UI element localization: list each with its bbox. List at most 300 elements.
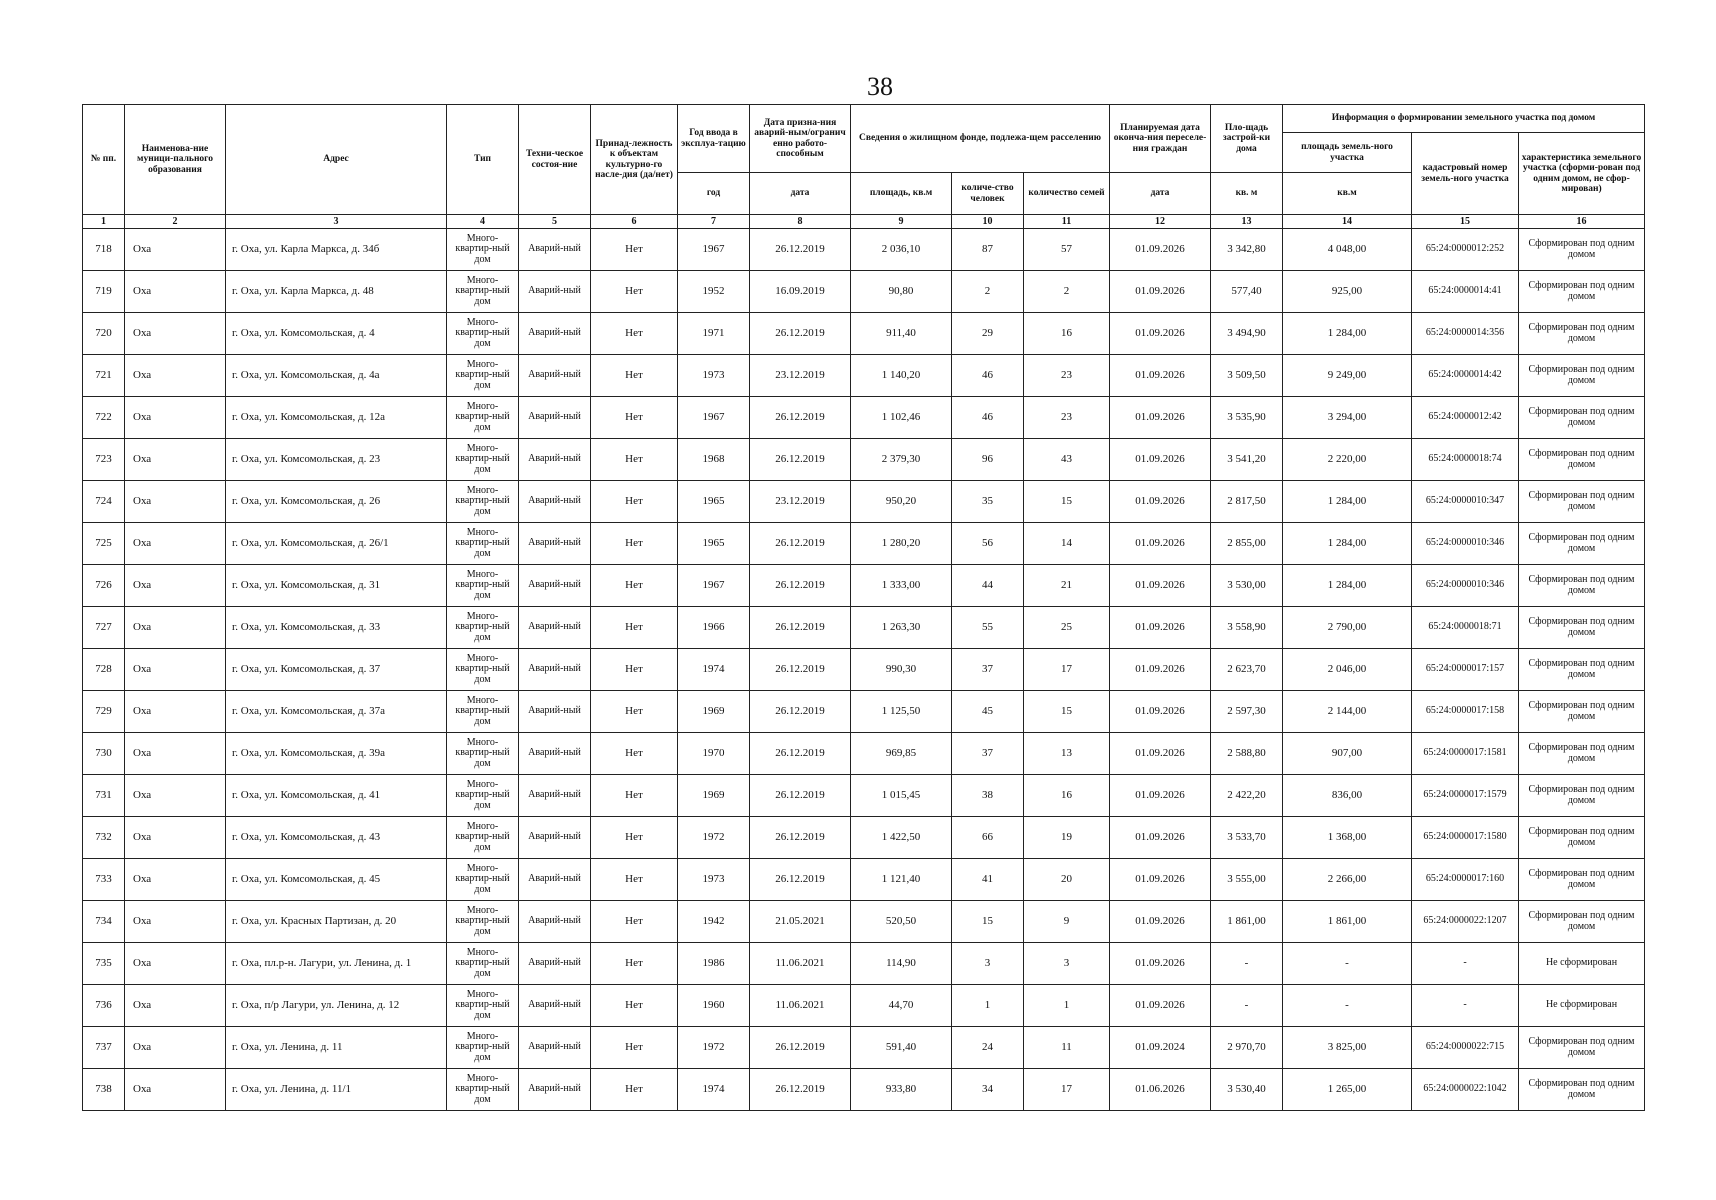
- cell-built-area: 3 509,50: [1211, 355, 1283, 397]
- cell-heritage: Нет: [591, 733, 678, 775]
- cell-heritage: Нет: [591, 775, 678, 817]
- cell-land-char: Сформирован под одним домом: [1519, 397, 1645, 439]
- table-row: [83, 607, 1645, 649]
- cell-address: г. Оха, ул. Комсомольская, д. 12а: [226, 397, 447, 439]
- cell-type: Много-квартир-ный дом: [447, 943, 519, 985]
- cell-address: г. Оха, ул. Комсомольская, д. 4а: [226, 355, 447, 397]
- cell-families: 3: [1024, 943, 1110, 985]
- cell-type: Много-квартир-ный дом: [447, 859, 519, 901]
- cell-land-char: Сформирован под одним домом: [1519, 271, 1645, 313]
- cell-people: 55: [952, 607, 1024, 649]
- subheader-people: количе-ство человек: [952, 173, 1024, 215]
- cell-cadastral: 65:24:0000022:1042: [1412, 1069, 1519, 1111]
- cell-year: 1969: [678, 691, 750, 733]
- cell-planned-date: 01.09.2026: [1110, 439, 1211, 481]
- cell-families: 57: [1024, 229, 1110, 271]
- cell-area: 520,50: [851, 901, 952, 943]
- cell-municipality: Оха: [125, 565, 226, 607]
- cell-tech-state: Аварий-ный: [519, 649, 591, 691]
- column-number: 10: [952, 215, 1024, 229]
- cell-cadastral: -: [1412, 943, 1519, 985]
- cell-num: 720: [83, 313, 125, 355]
- cell-type: Много-квартир-ный дом: [447, 691, 519, 733]
- cell-cadastral: 65:24:0000010:346: [1412, 523, 1519, 565]
- cell-families: 23: [1024, 355, 1110, 397]
- cell-num: 728: [83, 649, 125, 691]
- cell-heritage: Нет: [591, 355, 678, 397]
- cell-tech-state: Аварий-ный: [519, 481, 591, 523]
- cell-people: 1: [952, 985, 1024, 1027]
- cell-built-area: 2 422,20: [1211, 775, 1283, 817]
- cell-people: 56: [952, 523, 1024, 565]
- cell-tech-state: Аварий-ный: [519, 775, 591, 817]
- cell-tech-state: Аварий-ный: [519, 817, 591, 859]
- table-row: [83, 523, 1645, 565]
- table-row: [83, 565, 1645, 607]
- cell-families: 17: [1024, 1069, 1110, 1111]
- cell-planned-date: 01.09.2026: [1110, 313, 1211, 355]
- cell-heritage: Нет: [591, 229, 678, 271]
- subheader-built-unit: кв. м: [1211, 173, 1283, 215]
- cell-cadastral: 65:24:0000012:42: [1412, 397, 1519, 439]
- table-row: [83, 859, 1645, 901]
- header-year: Год ввода в эксплуа-тацию: [678, 105, 750, 173]
- subheader-planned-date: дата: [1110, 173, 1211, 215]
- cell-people: 66: [952, 817, 1024, 859]
- cell-cadastral: 65:24:0000010:346: [1412, 565, 1519, 607]
- cell-area: 1 125,50: [851, 691, 952, 733]
- cell-type: Много-квартир-ный дом: [447, 607, 519, 649]
- cell-address: г. Оха, ул. Карла Маркса, д. 34б: [226, 229, 447, 271]
- table-row: [83, 901, 1645, 943]
- column-number: 9: [851, 215, 952, 229]
- cell-heritage: Нет: [591, 985, 678, 1027]
- cell-land-char: Сформирован под одним домом: [1519, 733, 1645, 775]
- cell-families: 16: [1024, 313, 1110, 355]
- cell-planned-date: 01.09.2024: [1110, 1027, 1211, 1069]
- cell-land-area: 2 790,00: [1283, 607, 1412, 649]
- cell-recognition-date: 26.12.2019: [750, 1027, 851, 1069]
- cell-people: 15: [952, 901, 1024, 943]
- cell-municipality: Оха: [125, 439, 226, 481]
- cell-year: 1967: [678, 565, 750, 607]
- cell-land-area: 1 861,00: [1283, 901, 1412, 943]
- cell-cadastral: 65:24:0000018:71: [1412, 607, 1519, 649]
- cell-land-area: 2 046,00: [1283, 649, 1412, 691]
- cell-cadastral: 65:24:0000017:1580: [1412, 817, 1519, 859]
- cell-land-area: 1 368,00: [1283, 817, 1412, 859]
- cell-built-area: 577,40: [1211, 271, 1283, 313]
- cell-land-area: 1 265,00: [1283, 1069, 1412, 1111]
- cell-year: 1974: [678, 649, 750, 691]
- cell-built-area: 1 861,00: [1211, 901, 1283, 943]
- cell-tech-state: Аварий-ный: [519, 313, 591, 355]
- cell-address: г. Оха, ул. Комсомольская, д. 26/1: [226, 523, 447, 565]
- cell-num: 734: [83, 901, 125, 943]
- column-number: 14: [1283, 215, 1412, 229]
- housing-table: [82, 104, 1645, 1111]
- cell-planned-date: 01.09.2026: [1110, 943, 1211, 985]
- cell-land-char: Сформирован под одним домом: [1519, 649, 1645, 691]
- cell-tech-state: Аварий-ный: [519, 439, 591, 481]
- cell-land-char: Не сформирован: [1519, 985, 1645, 1027]
- column-number: 11: [1024, 215, 1110, 229]
- cell-tech-state: Аварий-ный: [519, 523, 591, 565]
- cell-cadastral: 65:24:0000014:356: [1412, 313, 1519, 355]
- cell-num: 719: [83, 271, 125, 313]
- cell-people: 24: [952, 1027, 1024, 1069]
- subheader-land-unit: кв.м: [1283, 173, 1412, 215]
- cell-area: 1 280,20: [851, 523, 952, 565]
- cell-built-area: 3 530,00: [1211, 565, 1283, 607]
- cell-built-area: 2 817,50: [1211, 481, 1283, 523]
- table-row: [83, 355, 1645, 397]
- cell-land-char: Сформирован под одним домом: [1519, 313, 1645, 355]
- cell-heritage: Нет: [591, 817, 678, 859]
- cell-land-char: Сформирован под одним домом: [1519, 523, 1645, 565]
- cell-built-area: 2 588,80: [1211, 733, 1283, 775]
- cell-families: 25: [1024, 607, 1110, 649]
- cell-tech-state: Аварий-ный: [519, 565, 591, 607]
- cell-land-char: Сформирован под одним домом: [1519, 1069, 1645, 1111]
- cell-area: 591,40: [851, 1027, 952, 1069]
- cell-year: 1967: [678, 229, 750, 271]
- cell-num: 723: [83, 439, 125, 481]
- cell-type: Много-квартир-ный дом: [447, 733, 519, 775]
- cell-type: Много-квартир-ный дом: [447, 985, 519, 1027]
- cell-land-area: 4 048,00: [1283, 229, 1412, 271]
- cell-cadastral: 65:24:0000017:157: [1412, 649, 1519, 691]
- cell-built-area: 2 623,70: [1211, 649, 1283, 691]
- cell-planned-date: 01.09.2026: [1110, 733, 1211, 775]
- cell-area: 44,70: [851, 985, 952, 1027]
- cell-built-area: 2 597,30: [1211, 691, 1283, 733]
- cell-cadastral: 65:24:0000017:158: [1412, 691, 1519, 733]
- cell-families: 15: [1024, 481, 1110, 523]
- cell-cadastral: 65:24:0000010:347: [1412, 481, 1519, 523]
- cell-address: г. Оха, п/р Лагури, ул. Ленина, д. 12: [226, 985, 447, 1027]
- table-row: [83, 439, 1645, 481]
- cell-land-area: 9 249,00: [1283, 355, 1412, 397]
- cell-cadastral: 65:24:0000018:74: [1412, 439, 1519, 481]
- cell-cadastral: 65:24:0000017:1581: [1412, 733, 1519, 775]
- cell-land-area: 1 284,00: [1283, 313, 1412, 355]
- header-cadastral: кадастровый номер земель-ного участка: [1412, 133, 1519, 215]
- cell-built-area: 3 533,70: [1211, 817, 1283, 859]
- cell-type: Много-квартир-ный дом: [447, 313, 519, 355]
- cell-planned-date: 01.09.2026: [1110, 481, 1211, 523]
- cell-year: 1973: [678, 859, 750, 901]
- cell-heritage: Нет: [591, 607, 678, 649]
- cell-built-area: 3 494,90: [1211, 313, 1283, 355]
- cell-tech-state: Аварий-ный: [519, 355, 591, 397]
- cell-people: 37: [952, 649, 1024, 691]
- cell-planned-date: 01.09.2026: [1110, 397, 1211, 439]
- cell-heritage: Нет: [591, 397, 678, 439]
- table-header: [83, 105, 1645, 229]
- cell-year: 1942: [678, 901, 750, 943]
- column-number: 6: [591, 215, 678, 229]
- cell-num: 725: [83, 523, 125, 565]
- cell-heritage: Нет: [591, 943, 678, 985]
- cell-area: 2 379,30: [851, 439, 952, 481]
- cell-num: 718: [83, 229, 125, 271]
- table-row: [83, 985, 1645, 1027]
- cell-land-area: 2 144,00: [1283, 691, 1412, 733]
- cell-cadastral: 65:24:0000022:715: [1412, 1027, 1519, 1069]
- cell-land-area: 3 294,00: [1283, 397, 1412, 439]
- cell-recognition-date: 26.12.2019: [750, 229, 851, 271]
- cell-people: 2: [952, 271, 1024, 313]
- cell-type: Много-квартир-ный дом: [447, 481, 519, 523]
- cell-type: Много-квартир-ный дом: [447, 1069, 519, 1111]
- cell-municipality: Оха: [125, 985, 226, 1027]
- cell-tech-state: Аварий-ный: [519, 859, 591, 901]
- cell-built-area: 3 558,90: [1211, 607, 1283, 649]
- column-number: 3: [226, 215, 447, 229]
- cell-year: 1972: [678, 1027, 750, 1069]
- cell-land-char: Сформирован под одним домом: [1519, 439, 1645, 481]
- cell-type: Много-квартир-ный дом: [447, 565, 519, 607]
- cell-year: 1960: [678, 985, 750, 1027]
- cell-recognition-date: 11.06.2021: [750, 985, 851, 1027]
- subheader-date: дата: [750, 173, 851, 215]
- cell-municipality: Оха: [125, 901, 226, 943]
- cell-municipality: Оха: [125, 817, 226, 859]
- cell-area: 1 263,30: [851, 607, 952, 649]
- cell-families: 1: [1024, 985, 1110, 1027]
- column-number: 2: [125, 215, 226, 229]
- cell-type: Много-квартир-ный дом: [447, 355, 519, 397]
- cell-built-area: -: [1211, 985, 1283, 1027]
- cell-num: 736: [83, 985, 125, 1027]
- cell-municipality: Оха: [125, 775, 226, 817]
- cell-num: 726: [83, 565, 125, 607]
- cell-land-area: 1 284,00: [1283, 565, 1412, 607]
- cell-area: 1 140,20: [851, 355, 952, 397]
- cell-heritage: Нет: [591, 565, 678, 607]
- cell-families: 2: [1024, 271, 1110, 313]
- cell-recognition-date: 26.12.2019: [750, 775, 851, 817]
- cell-type: Много-квартир-ный дом: [447, 775, 519, 817]
- cell-address: г. Оха, ул. Красных Партизан, д. 20: [226, 901, 447, 943]
- cell-tech-state: Аварий-ный: [519, 691, 591, 733]
- cell-land-char: Сформирован под одним домом: [1519, 355, 1645, 397]
- cell-municipality: Оха: [125, 733, 226, 775]
- cell-address: г. Оха, пл.р-н. Лагури, ул. Ленина, д. 1: [226, 943, 447, 985]
- cell-people: 87: [952, 229, 1024, 271]
- cell-planned-date: 01.09.2026: [1110, 901, 1211, 943]
- cell-people: 46: [952, 397, 1024, 439]
- cell-families: 14: [1024, 523, 1110, 565]
- cell-planned-date: 01.09.2026: [1110, 649, 1211, 691]
- cell-num: 738: [83, 1069, 125, 1111]
- cell-recognition-date: 26.12.2019: [750, 439, 851, 481]
- cell-year: 1970: [678, 733, 750, 775]
- cell-municipality: Оха: [125, 397, 226, 439]
- cell-people: 34: [952, 1069, 1024, 1111]
- cell-num: 732: [83, 817, 125, 859]
- cell-heritage: Нет: [591, 691, 678, 733]
- cell-families: 23: [1024, 397, 1110, 439]
- cell-address: г. Оха, ул. Комсомольская, д. 37а: [226, 691, 447, 733]
- cell-year: 1974: [678, 1069, 750, 1111]
- cell-recognition-date: 23.12.2019: [750, 355, 851, 397]
- cell-address: г. Оха, ул. Комсомольская, д. 41: [226, 775, 447, 817]
- header-num: № пп.: [83, 105, 125, 215]
- cell-tech-state: Аварий-ный: [519, 607, 591, 649]
- cell-address: г. Оха, ул. Ленина, д. 11: [226, 1027, 447, 1069]
- cell-tech-state: Аварий-ный: [519, 271, 591, 313]
- cell-planned-date: 01.09.2026: [1110, 271, 1211, 313]
- cell-num: 730: [83, 733, 125, 775]
- cell-area: 950,20: [851, 481, 952, 523]
- cell-area: 911,40: [851, 313, 952, 355]
- cell-tech-state: Аварий-ный: [519, 733, 591, 775]
- cell-year: 1969: [678, 775, 750, 817]
- cell-num: 724: [83, 481, 125, 523]
- cell-land-char: Сформирован под одним домом: [1519, 775, 1645, 817]
- table-row: [83, 691, 1645, 733]
- cell-area: 1 333,00: [851, 565, 952, 607]
- cell-recognition-date: 26.12.2019: [750, 733, 851, 775]
- cell-type: Много-квартир-ный дом: [447, 397, 519, 439]
- cell-built-area: 3 535,90: [1211, 397, 1283, 439]
- cell-recognition-date: 26.12.2019: [750, 607, 851, 649]
- header-heritage: Принад-лежность к объектам культурно-го насле-дия (да/нет): [591, 105, 678, 215]
- cell-num: 722: [83, 397, 125, 439]
- cell-cadastral: 65:24:0000017:160: [1412, 859, 1519, 901]
- table-row: [83, 649, 1645, 691]
- cell-land-char: Сформирован под одним домом: [1519, 229, 1645, 271]
- cell-municipality: Оха: [125, 691, 226, 733]
- cell-built-area: 3 530,40: [1211, 1069, 1283, 1111]
- cell-municipality: Оха: [125, 607, 226, 649]
- cell-people: 46: [952, 355, 1024, 397]
- cell-municipality: Оха: [125, 313, 226, 355]
- cell-cadastral: 65:24:0000012:252: [1412, 229, 1519, 271]
- cell-municipality: Оха: [125, 271, 226, 313]
- cell-planned-date: 01.09.2026: [1110, 859, 1211, 901]
- cell-area: 114,90: [851, 943, 952, 985]
- cell-type: Много-квартир-ный дом: [447, 229, 519, 271]
- cell-cadastral: 65:24:0000017:1579: [1412, 775, 1519, 817]
- cell-type: Много-квартир-ный дом: [447, 271, 519, 313]
- cell-heritage: Нет: [591, 859, 678, 901]
- header-recognition: Дата призна-ния аварий-ным/огранич енно работо-способным: [750, 105, 851, 173]
- table-row: [83, 481, 1645, 523]
- cell-families: 43: [1024, 439, 1110, 481]
- cell-land-area: 2 220,00: [1283, 439, 1412, 481]
- column-number: 8: [750, 215, 851, 229]
- cell-municipality: Оха: [125, 481, 226, 523]
- cell-tech-state: Аварий-ный: [519, 943, 591, 985]
- cell-cadastral: 65:24:0000014:42: [1412, 355, 1519, 397]
- cell-land-area: -: [1283, 943, 1412, 985]
- cell-num: 733: [83, 859, 125, 901]
- header-housing: Сведения о жилищном фонде, подлежа-щем расселению: [851, 105, 1110, 173]
- cell-recognition-date: 26.12.2019: [750, 859, 851, 901]
- table-row: [83, 817, 1645, 859]
- cell-address: г. Оха, ул. Комсомольская, д. 26: [226, 481, 447, 523]
- header-built: Пло-щадь застрой-ки дома: [1211, 105, 1283, 173]
- cell-land-area: -: [1283, 985, 1412, 1027]
- cell-heritage: Нет: [591, 1027, 678, 1069]
- table-row: [83, 943, 1645, 985]
- page-number: 38: [867, 72, 893, 101]
- cell-area: 1 121,40: [851, 859, 952, 901]
- cell-type: Много-квартир-ный дом: [447, 1027, 519, 1069]
- subheader-families: количество семей: [1024, 173, 1110, 215]
- table-row: [83, 271, 1645, 313]
- cell-families: 16: [1024, 775, 1110, 817]
- cell-address: г. Оха, ул. Комсомольская, д. 31: [226, 565, 447, 607]
- cell-recognition-date: 26.12.2019: [750, 691, 851, 733]
- cell-land-area: 3 825,00: [1283, 1027, 1412, 1069]
- cell-planned-date: 01.09.2026: [1110, 775, 1211, 817]
- cell-year: 1968: [678, 439, 750, 481]
- cell-land-char: Сформирован под одним домом: [1519, 691, 1645, 733]
- cell-planned-date: 01.09.2026: [1110, 691, 1211, 733]
- cell-municipality: Оха: [125, 1069, 226, 1111]
- cell-num: 727: [83, 607, 125, 649]
- column-number: 1: [83, 215, 125, 229]
- cell-land-char: Сформирован под одним домом: [1519, 565, 1645, 607]
- cell-recognition-date: 16.09.2019: [750, 271, 851, 313]
- cell-recognition-date: 26.12.2019: [750, 397, 851, 439]
- table-row: [83, 397, 1645, 439]
- cell-address: г. Оха, ул. Комсомольская, д. 4: [226, 313, 447, 355]
- cell-people: 37: [952, 733, 1024, 775]
- cell-land-area: 2 266,00: [1283, 859, 1412, 901]
- cell-num: 735: [83, 943, 125, 985]
- header-planned: Планируемая дата оконча-ния переселе-ния граждан: [1110, 105, 1211, 173]
- cell-planned-date: 01.09.2026: [1110, 565, 1211, 607]
- cell-cadastral: 65:24:0000022:1207: [1412, 901, 1519, 943]
- cell-land-char: Сформирован под одним домом: [1519, 859, 1645, 901]
- header-land-char: характеристика земельного участка (сформи-рован под одним домом, не сфор-мирован): [1519, 133, 1645, 215]
- cell-built-area: 3 555,00: [1211, 859, 1283, 901]
- cell-families: 13: [1024, 733, 1110, 775]
- header-type: Тип: [447, 105, 519, 215]
- cell-planned-date: 01.06.2026: [1110, 1069, 1211, 1111]
- cell-type: Много-квартир-ный дом: [447, 439, 519, 481]
- cell-heritage: Нет: [591, 523, 678, 565]
- cell-municipality: Оха: [125, 229, 226, 271]
- header-land-area: площадь земель-ного участка: [1283, 133, 1412, 173]
- column-number: 13: [1211, 215, 1283, 229]
- column-number-row: [83, 215, 1645, 229]
- cell-tech-state: Аварий-ный: [519, 397, 591, 439]
- cell-planned-date: 01.09.2026: [1110, 355, 1211, 397]
- cell-recognition-date: 23.12.2019: [750, 481, 851, 523]
- cell-year: 1965: [678, 523, 750, 565]
- cell-heritage: Нет: [591, 481, 678, 523]
- cell-families: 19: [1024, 817, 1110, 859]
- cell-address: г. Оха, ул. Комсомольская, д. 33: [226, 607, 447, 649]
- cell-land-area: 925,00: [1283, 271, 1412, 313]
- cell-tech-state: Аварий-ный: [519, 901, 591, 943]
- cell-land-char: Сформирован под одним домом: [1519, 1027, 1645, 1069]
- cell-families: 20: [1024, 859, 1110, 901]
- cell-people: 29: [952, 313, 1024, 355]
- cell-heritage: Нет: [591, 1069, 678, 1111]
- cell-recognition-date: 26.12.2019: [750, 817, 851, 859]
- cell-people: 45: [952, 691, 1024, 733]
- cell-municipality: Оха: [125, 1027, 226, 1069]
- cell-land-area: 1 284,00: [1283, 481, 1412, 523]
- cell-recognition-date: 26.12.2019: [750, 313, 851, 355]
